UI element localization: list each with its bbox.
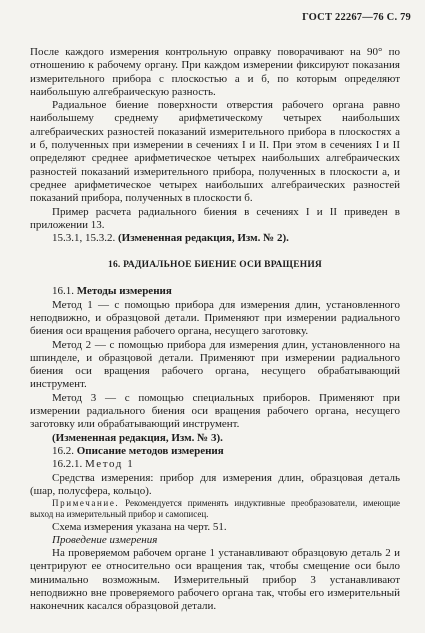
subsection-title: Описание методов измерения <box>76 444 224 457</box>
note-label: Примечание. <box>52 498 120 509</box>
procedure-paragraph: На проверяемом рабочем органе 1 устанавливают образцовую деталь 2 и центрируют ее относительно оси вращения так, чтобы смещение оси было минимально возможным. Измерительный прибор 3 устанавливают неподвижно вне проверяемого рабочего органа так, чтобы его измерительный наконечник касался образцовой детали. <box>30 547 400 613</box>
subsection-16-2 <box>30 445 400 458</box>
paragraph-radial-runout: Радиальное биение поверхности отверстия рабочего органа равно наибольшему среднему арифметическому четырех наибольших алгебраических разностей показаний измерительного прибора в плоскостях а и б, полученных при измерении в сечениях I и II. При этом в сечениях I и II определяют среднее арифметическое четырех наибольших алгебраических разностей показаний измерительного прибора, полученных в плоскости а, и среднее арифметическое четырех наибольших алгебраических разностей показаний прибора, полученных в плоскости б. <box>30 99 400 205</box>
document-body <box>30 46 400 614</box>
note-paragraph <box>30 498 400 520</box>
paragraph-rotation: После каждого измерения контрольную оправку поворачивают на 90° по отношению к рабочему органу. При каждом измерении фиксируют показания измерительного прибора с плоскостью а и б, по которым определяют наибольшую алгебраическую разность. <box>30 46 400 98</box>
subsection-16-2-1 <box>30 458 400 471</box>
scheme-reference: Схема измерения указана на черт. 51. <box>52 520 227 533</box>
method-1-paragraph: Метод 1 — с помощью прибора для измерения длин, установленного неподвижно, и образцовой детали. Применяют при измерении радиального биения оси вращения рабочего органа, несущего заготовку. <box>30 298 400 338</box>
subsection-title: Методы измерения <box>76 285 172 298</box>
paragraph-example-reference: Пример расчета радиального биения в сечениях I и II приведен в приложении 13. <box>30 205 400 231</box>
running-header: ГОСТ 22267—76 С. 79 <box>302 12 411 23</box>
method-heading: Метод 1 <box>85 458 135 471</box>
revision-note-3: (Измененная редакция, Изм. № 3). <box>52 431 223 444</box>
revision-note: (Измененная редакция, Изм. № 2). <box>118 232 289 245</box>
method-3-paragraph: Метод 3 — с помощью специальных приборов. Применяют при измерении радиального биения оси вращения рабочего органа, несущего заготовку или обрабатывающий инструмент. <box>30 391 400 431</box>
subsection-number: 16.2. <box>52 444 74 457</box>
subsection-16-1 <box>30 285 400 298</box>
paragraph-revision-2 <box>30 232 400 245</box>
method-2-paragraph: Метод 2 — с помощью прибора для измерения длин, установленного на шпинделе, и образцовой детали. Применяют при измерении радиального биения оси вращения рабочего органа, несущего обрабатывающий инструмент. <box>30 338 400 391</box>
procedure-heading: Проведение измерения <box>52 533 158 546</box>
subsection-number: 16.1. <box>52 285 74 298</box>
note-text: Рекомендуется применять индуктивные преобразователи, имеющие выход на измерительный прибор и самописец. <box>30 498 401 520</box>
measuring-tools-paragraph: Средства измерения: прибор для измерения длин, образцовая деталь (шар, полусфера, кольцо). <box>30 471 400 497</box>
subsection-number: 16.2.1. <box>52 458 83 471</box>
section-title: 16. РАДИАЛЬНОЕ БИЕНИЕ ОСИ ВРАЩЕНИЯ <box>108 259 322 270</box>
clause-reference: 15.3.1, 15.3.2. <box>52 232 116 245</box>
